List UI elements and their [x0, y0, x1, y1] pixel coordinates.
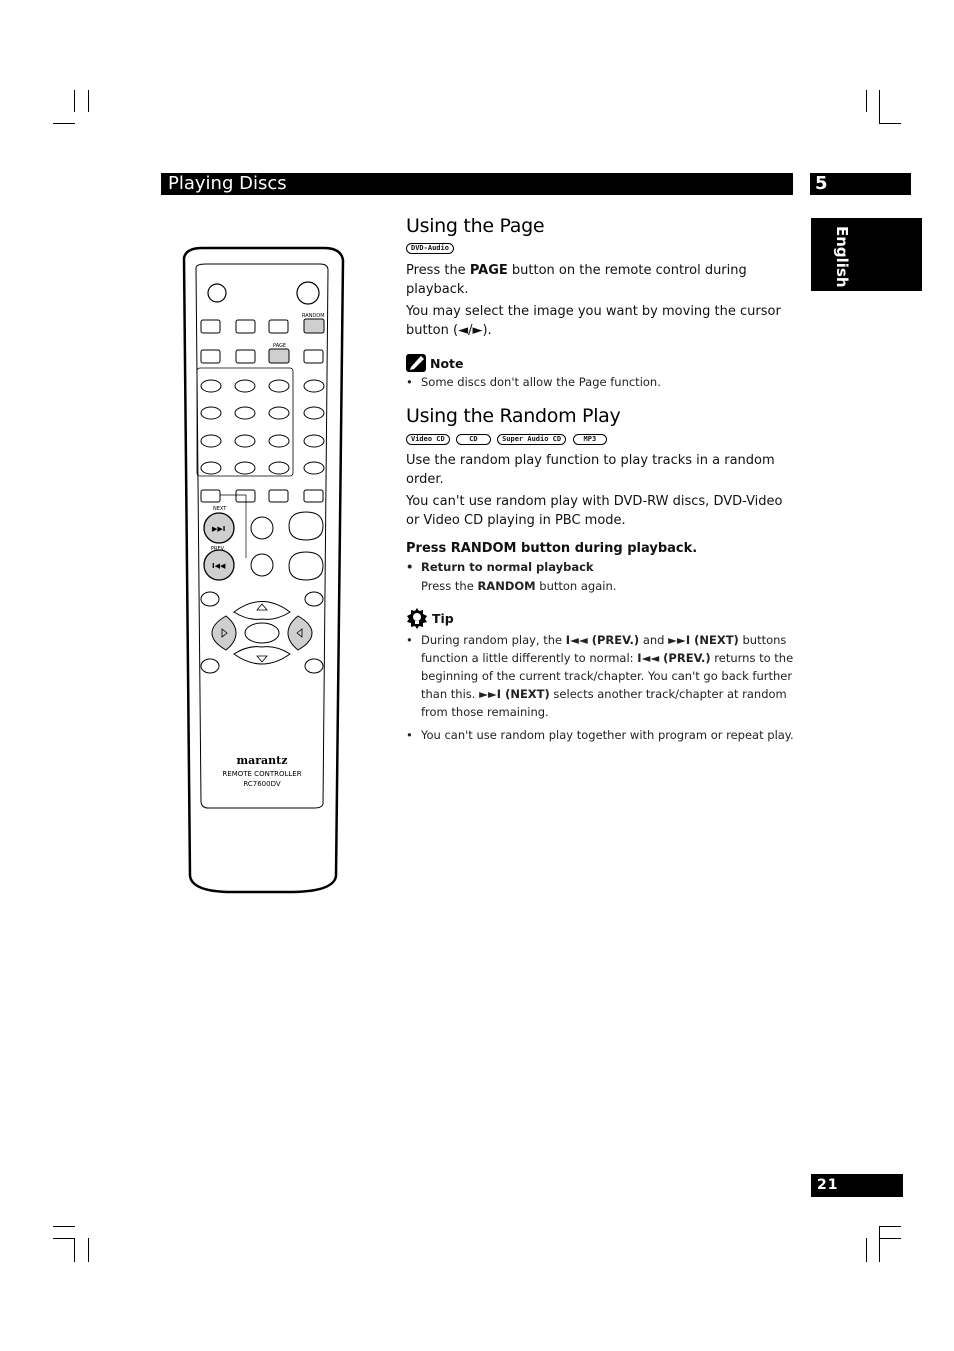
- text-segment: and: [639, 633, 669, 647]
- random-instruction: Press RANDOM button during playback.: [406, 541, 698, 556]
- text-bold-next: ►►I (NEXT): [668, 633, 739, 647]
- badge-mp3: MP3: [573, 434, 608, 445]
- random-restriction: You can't use random play with DVD-RW discs, DVD-Video or Video CD playing in PBC mode.: [406, 494, 783, 528]
- remote-model-line1: REMOTE CONTROLLER: [222, 770, 302, 778]
- pencil-icon: [406, 354, 426, 372]
- remote-next-glyph: ▶▶I: [212, 525, 226, 533]
- badge-super-audio-cd: Super Audio CD: [497, 434, 566, 445]
- page-number: 21: [817, 1177, 839, 1193]
- text-bold-next: ►►I (NEXT): [479, 687, 550, 701]
- badge-row-page: [406, 243, 794, 255]
- random-intro: Use the random play function to play tracks in a random order.: [406, 453, 775, 487]
- text-segment: button again.: [535, 579, 617, 593]
- text-bold-prev: I◄◄ (PREV.): [565, 633, 640, 647]
- note-heading: [406, 354, 794, 372]
- page-cursor-text: You may select the image you want by moving the cursor button (◄/►).: [406, 304, 781, 338]
- remote-brand: marantz: [236, 754, 288, 767]
- return-normal-heading: • Return to normal playback: [406, 558, 794, 576]
- text-segment: selects another track/chapter at random from those remaining.: [421, 687, 787, 719]
- note-label: Note: [430, 355, 464, 371]
- section-using-page: [406, 215, 794, 391]
- badge-video-cd: Video CD: [406, 434, 450, 445]
- text-bold-prev: I◄◄ (PREV.): [637, 651, 711, 665]
- text-segment: Press the: [406, 263, 470, 278]
- text-segment: button on the remote control during playback.: [406, 263, 747, 297]
- text-segment: During random play, the: [421, 633, 566, 647]
- remote-label-prev: PREV.: [211, 546, 226, 552]
- section-title: Playing Discs: [168, 173, 287, 194]
- tip-icon: [406, 607, 428, 629]
- language-label: English: [833, 226, 851, 288]
- section-header-bar: [161, 173, 793, 195]
- remote-prev-glyph: I◀◀: [212, 562, 226, 570]
- chapter-box: [810, 173, 911, 195]
- text-bold-page: PAGE: [469, 263, 508, 278]
- heading-using-page: Using the Page: [406, 215, 545, 237]
- note-item: • Some discs don't allow the Page function.: [406, 373, 794, 391]
- text-bold-random: RANDOM: [477, 579, 536, 593]
- chapter-number: 5: [815, 173, 828, 194]
- tip-item-prev-next: [406, 631, 794, 721]
- page-instruction: [406, 261, 794, 299]
- remote-label-next: NEXT: [213, 506, 227, 512]
- text-segment: returns to the beginning of the current track/chapter. You can't go back further than this.: [421, 651, 794, 701]
- text-segment: Press the: [421, 579, 478, 593]
- tip-item-program: • You can't use random play together with program or repeat play.: [406, 726, 794, 744]
- return-normal-text: [406, 577, 794, 595]
- remote-label-page: PAGE: [273, 343, 287, 349]
- heading-random-play: Using the Random Play: [406, 405, 621, 427]
- remote-label-random: RANDOM: [302, 313, 325, 319]
- badge-cd: CD: [456, 434, 490, 445]
- page-number-box: [811, 1174, 903, 1197]
- language-tab: [811, 218, 922, 291]
- badge-row-random: [406, 434, 794, 446]
- remote-control-illustration: [176, 246, 348, 896]
- tip-heading: [406, 607, 794, 629]
- text-segment: buttons function a little differently to normal:: [421, 633, 787, 665]
- remote-model-line2: RC7600DV: [243, 780, 281, 788]
- section-random-play: [406, 405, 794, 744]
- badge-dvd-audio: DVD-Audio: [406, 243, 454, 254]
- tip-label: Tip: [432, 610, 454, 626]
